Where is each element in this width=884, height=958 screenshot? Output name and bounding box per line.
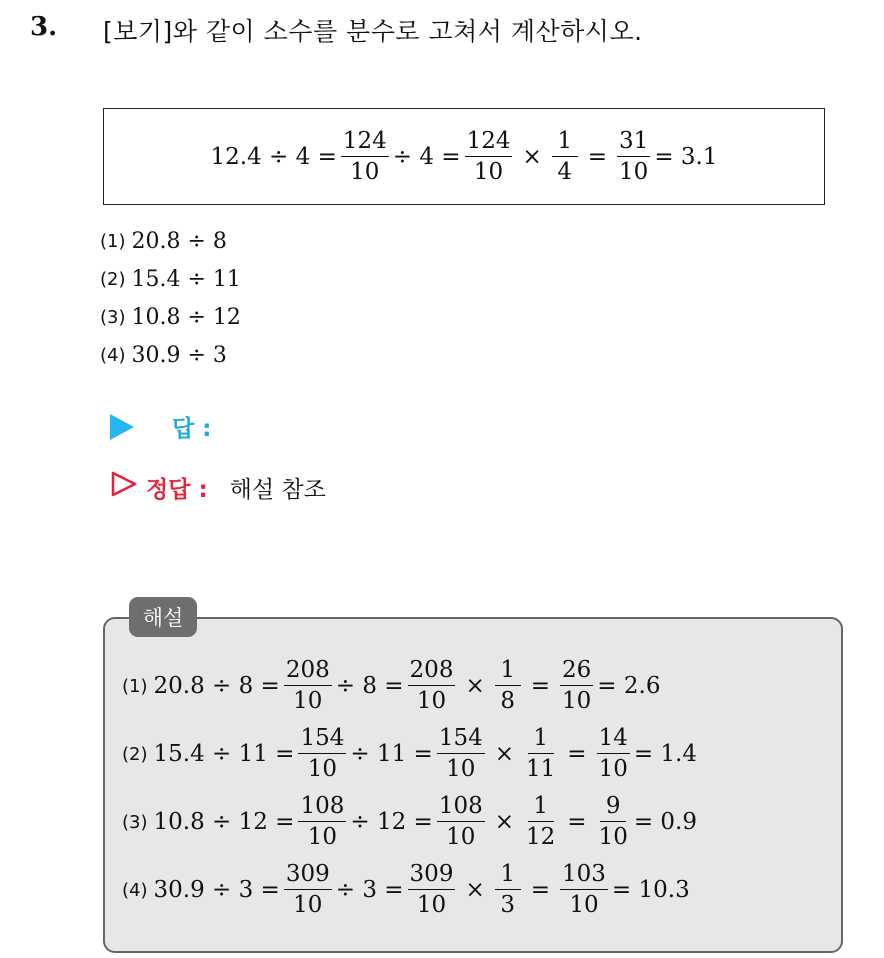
fraction-numerator: 1 bbox=[552, 130, 578, 157]
fraction bbox=[437, 727, 485, 781]
problem-expression: 10.8 ÷ 12 bbox=[131, 304, 241, 330]
explanation-label: (1) bbox=[122, 675, 148, 697]
fraction-denominator: 10 bbox=[569, 892, 599, 918]
fraction-numerator: 1 bbox=[528, 727, 554, 754]
fraction-numerator: 309 bbox=[284, 863, 332, 890]
fraction-denominator: 10 bbox=[293, 892, 323, 918]
solution-value: 해설 참조 bbox=[229, 476, 326, 503]
fraction bbox=[408, 863, 456, 917]
fraction bbox=[298, 795, 346, 849]
problem-expression: 15.4 ÷ 11 bbox=[131, 266, 241, 292]
example-fraction-1 bbox=[341, 127, 389, 185]
fraction-denominator: 10 bbox=[416, 688, 447, 714]
fraction-numerator: 1 bbox=[528, 795, 554, 822]
times-sign: × bbox=[522, 143, 542, 170]
problem-item bbox=[100, 260, 241, 298]
equals-sign: = bbox=[567, 809, 587, 835]
explanation-label: (2) bbox=[122, 743, 148, 765]
fraction-denominator: 10 bbox=[446, 824, 476, 850]
fraction bbox=[284, 863, 332, 917]
equals-sign: = bbox=[587, 143, 608, 170]
fraction-numerator: 124 bbox=[341, 130, 389, 157]
fraction-denominator: 10 bbox=[473, 158, 504, 185]
solution-label: 정답 : bbox=[146, 476, 208, 503]
fraction-denominator: 8 bbox=[500, 688, 516, 714]
fraction-numerator: 154 bbox=[437, 727, 485, 754]
fraction-denominator: 11 bbox=[526, 756, 556, 782]
example-fraction-3 bbox=[552, 127, 578, 185]
problem-list bbox=[100, 222, 241, 374]
fraction bbox=[597, 795, 630, 849]
explanation-mid: ÷ 3 = bbox=[335, 877, 404, 903]
fraction-numerator: 103 bbox=[560, 863, 608, 890]
solution-row bbox=[110, 470, 326, 504]
fraction-numerator: 9 bbox=[600, 795, 626, 822]
explanation-line bbox=[122, 788, 697, 856]
problem-item bbox=[100, 298, 241, 336]
times-sign: × bbox=[494, 741, 514, 767]
fraction-denominator: 10 bbox=[562, 688, 592, 714]
fraction-denominator: 10 bbox=[416, 892, 447, 918]
explanation-result: = 2.6 bbox=[597, 673, 661, 699]
explanation-line bbox=[122, 652, 697, 720]
fraction bbox=[560, 863, 608, 917]
problem-label: (1) bbox=[100, 230, 126, 252]
explanation-result: = 10.3 bbox=[611, 877, 690, 903]
fraction-denominator: 10 bbox=[598, 824, 628, 850]
equals-sign: = bbox=[530, 877, 551, 903]
example-lead: 12.4 ÷ 4 = bbox=[210, 143, 337, 170]
question-number: 3. bbox=[30, 12, 58, 42]
fraction-numerator: 309 bbox=[408, 863, 456, 890]
fraction-denominator: 4 bbox=[557, 158, 573, 185]
explanation-mid: ÷ 12 = bbox=[350, 809, 433, 835]
fraction bbox=[597, 727, 630, 781]
explanation-lead: 10.8 ÷ 12 = bbox=[153, 809, 295, 835]
problem-item bbox=[100, 336, 241, 374]
fraction-numerator: 208 bbox=[284, 659, 332, 686]
times-sign: × bbox=[465, 877, 485, 903]
fraction-denominator: 3 bbox=[500, 892, 516, 918]
equals-sign: = bbox=[567, 741, 587, 767]
fraction bbox=[298, 727, 346, 781]
fraction bbox=[560, 659, 593, 713]
answer-label: 답 : bbox=[172, 416, 212, 442]
outline-triangle-icon bbox=[110, 470, 138, 504]
explanation-tab: 해설 bbox=[129, 597, 197, 637]
fraction-numerator: 124 bbox=[465, 130, 513, 157]
fraction-numerator: 154 bbox=[298, 727, 346, 754]
fraction bbox=[495, 659, 521, 713]
example-mid: ÷ 4 = bbox=[392, 143, 461, 170]
explanation-mid: ÷ 11 = bbox=[350, 741, 433, 767]
example-fraction-2 bbox=[465, 127, 513, 185]
explanation-result: = 1.4 bbox=[633, 741, 698, 767]
explanation-result: = 0.9 bbox=[633, 809, 698, 835]
example-result: = 3.1 bbox=[654, 143, 718, 170]
explanation-lead: 15.4 ÷ 11 = bbox=[153, 741, 295, 767]
fraction-numerator: 108 bbox=[298, 795, 346, 822]
fraction-numerator: 1 bbox=[495, 863, 521, 890]
fraction-denominator: 10 bbox=[307, 756, 338, 782]
fraction-numerator: 26 bbox=[560, 659, 593, 686]
example-equation bbox=[104, 109, 824, 204]
fraction-numerator: 208 bbox=[408, 659, 456, 686]
fraction-numerator: 108 bbox=[437, 795, 485, 822]
answer-row bbox=[110, 410, 211, 443]
fraction-denominator: 12 bbox=[526, 824, 556, 850]
fraction-numerator: 1 bbox=[495, 659, 521, 686]
fraction bbox=[524, 795, 557, 849]
fraction-denominator: 10 bbox=[619, 158, 649, 185]
example-box bbox=[103, 108, 825, 205]
problem-label: (2) bbox=[100, 268, 126, 290]
fraction bbox=[495, 863, 521, 917]
fraction-denominator: 10 bbox=[293, 688, 323, 714]
explanation-line bbox=[122, 856, 697, 924]
explanation-label: (4) bbox=[122, 879, 148, 901]
fraction bbox=[408, 659, 456, 713]
times-sign: × bbox=[465, 673, 485, 699]
fraction-denominator: 10 bbox=[350, 158, 380, 185]
problem-item bbox=[100, 222, 241, 260]
fraction-numerator: 31 bbox=[617, 130, 650, 157]
explanation-line bbox=[122, 720, 697, 788]
explanation-label: (3) bbox=[122, 811, 148, 833]
fraction bbox=[524, 727, 557, 781]
fraction bbox=[437, 795, 485, 849]
fraction-numerator: 14 bbox=[597, 727, 630, 754]
fraction-denominator: 10 bbox=[598, 756, 628, 782]
explanation-lines bbox=[122, 652, 697, 924]
fraction bbox=[284, 659, 332, 713]
problem-label: (3) bbox=[100, 306, 126, 328]
explanation-lead: 30.9 ÷ 3 = bbox=[153, 877, 280, 903]
times-sign: × bbox=[494, 809, 514, 835]
fraction-denominator: 10 bbox=[307, 824, 338, 850]
equals-sign: = bbox=[530, 673, 551, 699]
fraction-denominator: 10 bbox=[446, 756, 476, 782]
explanation-lead: 20.8 ÷ 8 = bbox=[153, 673, 280, 699]
filled-triangle-icon bbox=[110, 414, 134, 440]
explanation-mid: ÷ 8 = bbox=[335, 673, 404, 699]
question-text: [보기]와 같이 소수를 분수로 고쳐서 계산하시오. bbox=[103, 17, 643, 46]
problem-expression: 20.8 ÷ 8 bbox=[131, 228, 227, 254]
example-fraction-4 bbox=[617, 127, 650, 185]
problem-label: (4) bbox=[100, 344, 126, 366]
problem-expression: 30.9 ÷ 3 bbox=[131, 342, 227, 368]
